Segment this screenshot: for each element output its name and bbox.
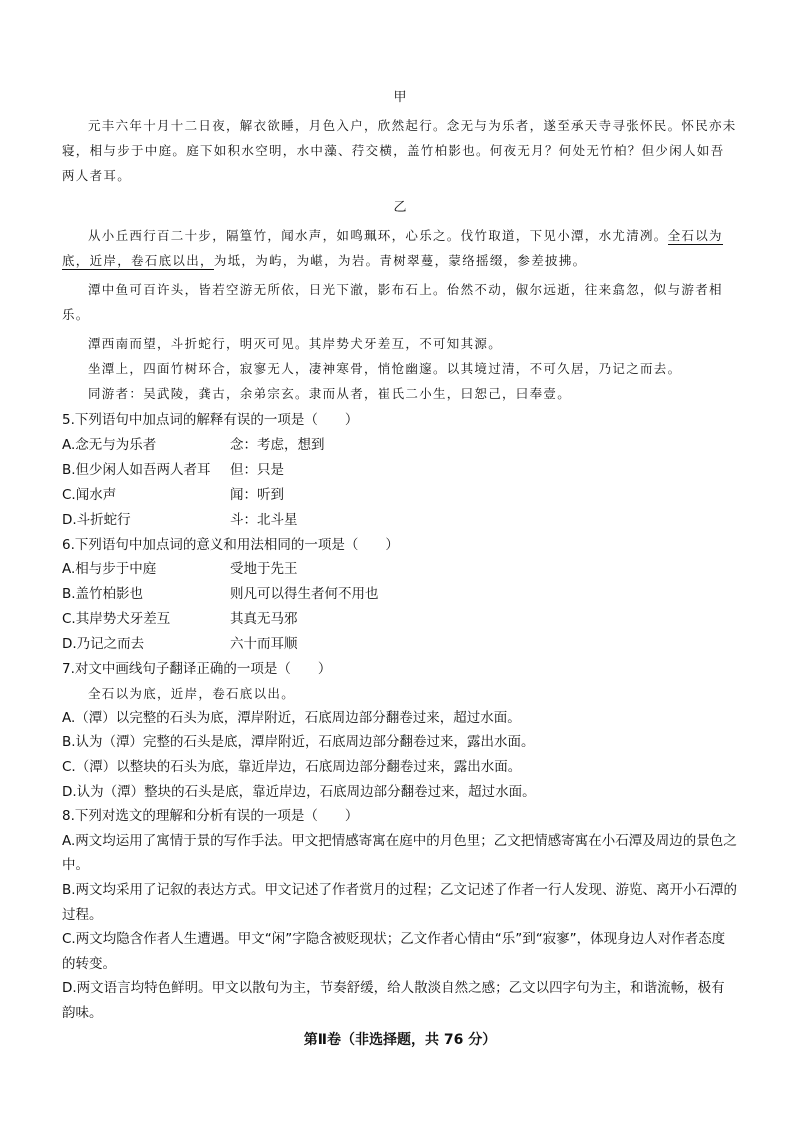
question-8-option-b: B.两文均采用了记叙的表达方式。甲文记述了作者赏月的过程；乙文记述了作者一行人发现、游览、离开小石潭的过程。	[62, 881, 738, 923]
question-5-option-b	[62, 458, 738, 483]
option-explanation: 闻：听到	[230, 486, 284, 503]
question-5-stem: 5.下列语句中加点词的解释有误的一项是（ ）	[62, 412, 359, 428]
exam-page	[62, 86, 738, 1049]
passage-b-paragraph-4: 坐潭上，四面竹树环合，寂寥无人，凄神寒骨，悄怆幽邃。以其境过清，不可久居，乃记之而去。	[88, 361, 682, 376]
question-5-option-a	[62, 433, 738, 458]
passage-a	[62, 86, 738, 188]
option-text: D.斗折蛇行	[62, 511, 131, 528]
question-6-option-d	[62, 632, 738, 657]
question-8-option-d: D.两文语言均特色鲜明。甲文以散句为主，节奏舒缓，给人散淡自然之感；乙文以四字句为主，和谐流畅，极有韵味。	[62, 980, 725, 1021]
question-7	[62, 657, 738, 804]
question-5-option-c	[62, 483, 738, 508]
passage-b-paragraph-2: 潭中鱼可百许头，皆若空游无所依，日光下澈，影布石上。佁然不动，俶尔远逝，往来翕忽，似与游者相乐。	[62, 282, 723, 322]
option-text: A.念无与为乐者	[62, 436, 157, 453]
underlined-sentence: 全石以为底，近岸，卷石底以出，	[62, 228, 723, 268]
question-6-option-a	[62, 557, 738, 582]
option-text: B.盖竹柏影也	[62, 586, 144, 603]
question-7-quote: 全石以为底，近岸，卷石底以出。	[88, 685, 296, 701]
passage-a-title: 甲	[393, 90, 407, 105]
option-text: D.乃记之而去	[62, 636, 145, 653]
passage-b-paragraph-1	[62, 223, 738, 273]
question-7-option-d: D.认为（潭）整块的石头是底，靠近岸边，石底周边部分翻卷过来，超过水面。	[62, 783, 536, 800]
option-text: A.相与步于中庭	[62, 561, 157, 578]
question-6-option-b	[62, 582, 738, 607]
passage-b-title: 乙	[393, 200, 407, 215]
option-compare: 受地于先王	[230, 561, 298, 578]
question-8-option-c: C.两文均隐含作者人生遭遇。甲文“闲”字隐含被贬现状；乙文作者心情由“乐”到“寂寥”，体现身边人对作者态度的转变。	[62, 931, 726, 972]
option-compare: 六十而耳顺	[230, 636, 298, 653]
option-explanation: 斗：北斗星	[230, 511, 298, 528]
passage-b-p1-before: 从小丘西行百二十步，隔篁竹，闻水声，如鸣珮环，心乐之。伐竹取道，下见小潭，水尤清冽。	[88, 228, 668, 243]
passage-b-p1-after: 为坻，为屿，为嵁，为岩。青树翠蔓，蒙络摇缀，参差披拂。	[213, 253, 587, 268]
option-compare: 其真无马邪	[230, 611, 298, 628]
option-text: B.但少闲人如吾两人者耳	[62, 461, 211, 478]
question-7-option-b: B.认为（潭）完整的石头是底，潭岸附近，石底周边部分翻卷过来，露出水面。	[62, 734, 535, 751]
question-8-option-a: A.两文均运用了寓情于景的写作手法。甲文把情感寄寓在庭中的月色里；乙文把情感寄寓在小石潭及周边的景色之中。	[62, 832, 737, 874]
option-text: C.闻水声	[62, 486, 117, 503]
question-8-stem: 8.下列对选文的理解和分析有误的一项是（ ）	[62, 808, 359, 825]
option-explanation: 但：只是	[230, 461, 284, 478]
passage-b-paragraph-5: 同游者：吴武陵，龚古，余弟宗玄。隶而从者，崔氏二小生，曰恕己，曰奉壹。	[88, 386, 572, 401]
passage-b	[62, 196, 738, 406]
passage-b-paragraph-3: 潭西南而望，斗折蛇行，明灭可见。其岸势犬牙差互，不可知其源。	[88, 336, 503, 351]
question-6-stem: 6.下列语句中加点词的意义和用法相同的一项是（ ）	[62, 536, 399, 553]
passage-a-paragraph: 元丰六年十月十二日夜，解衣欲睡，月色入户，欣然起行。念无与为乐者，遂至承天寺寻张怀民。怀民亦未寝，相与步于中庭。庭下如积水空明，水中藻、荇交横，盖竹柏影也。何夜无月？何处无竹柏？但少闲人如吾两人者耳。	[62, 118, 737, 183]
question-7-option-c: C.（潭）以整块的石头为底，靠近岸边，石底周边部分翻卷过来，露出水面。	[62, 758, 522, 775]
question-5	[62, 408, 738, 533]
question-6-option-c	[62, 607, 738, 632]
question-6	[62, 533, 738, 658]
option-compare: 则凡可以得生者何不用也	[230, 586, 379, 603]
question-5-option-d	[62, 508, 738, 533]
question-8	[62, 804, 738, 1025]
section-ii-title: 第Ⅱ卷（非选择题，共 76 分）	[303, 1031, 497, 1048]
question-7-option-a: A.（潭）以完整的石头为底，潭岸附近，石底周边部分翻卷过来，超过水面。	[62, 709, 521, 726]
option-explanation: 念：考虑，想到	[230, 436, 325, 453]
option-text: C.其岸势犬牙差互	[62, 611, 171, 628]
question-7-stem: 7.对文中画线句子翻译正确的一项是（ ）	[62, 661, 332, 678]
